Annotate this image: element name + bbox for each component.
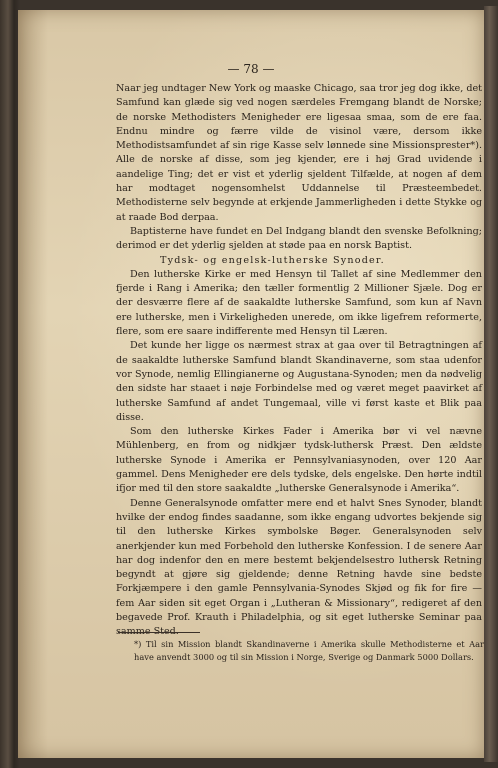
paragraph-generalsynode: Denne Generalsynode omfatter mere end et halvt Snes Synoder, blandt hvilke der endog findes saadanne, som ikke engang udvortes bekjende sig til den lutherske Kirkes symbolske Bøger. Generalsynoden selv anerkjender kun med Forbehold den lutherske Konfession. I de senere Aar har dog indenfor den en mere bestemt bekjendelsestro luthersk Retning begyndt at gjøre sig gjeldende; denne Retning havde sine bedste Forkjæmpere i den gamle Pennsylvania-Synodes Skjød og fik for fire — fem Aar siden sit eget Organ i „Lutheran & Missionary“, redigeret af den begavede Prof. Krauth i Philadelphia, og sit eget lutherske Seminar paa samme Sted. bbox=[116, 497, 482, 638]
book-page bbox=[18, 10, 484, 758]
footnote-divider bbox=[118, 632, 200, 633]
body-text bbox=[116, 82, 482, 640]
adjacent-page-edge bbox=[484, 6, 498, 762]
paragraph-baptists: Baptisterne have fundet en Del Indgang blandt den svenske Befolkning; derimod er det yderlig sjelden at støde paa en norsk Baptist. bbox=[116, 225, 482, 252]
paragraph-lutheran-church: Den lutherske Kirke er med Hensyn til Tallet af sine Medlemmer den fjerde i Rang i Amerika; den tæller formentlig 2 Millioner Sjæle. Dog er der desværre flere af de saakaldte lutherske Samfund, som kun af Navn ere lutherske, men i Virkeligheden unerede, om ikke ligefrem reformerte, flere, som ere saare indifferente med Hensyn til Læren. bbox=[116, 268, 482, 338]
paragraph-methodists: Naar jeg undtager New York og maaske Chicago, saa tror jeg dog ikke, det Samfund kan glæde sig ved nogen særdeles Fremgang blandt de Norske; de norske Methodisters Menigheder ere ligesaa smaa, som de ere faa. Endnu mindre og færre vilde de visinol være, dersom ikke Methodistsamfundet af sin rige Kasse selv lønnede sine Missionsprester*). Alle de norske af disse, som jeg kjender, ere i høj Grad uvidende i aandelige Ting; det er vist et yderlig sjeldent Tilfælde, at nogen af dem har modtaget nogensomhelst Uddannelse til Præsteembedet. Methodisterne selv begynde at erkjende Jammerligheden i dette Stykke og at raade Bod derpaa. bbox=[116, 83, 482, 223]
page-number: — 78 — bbox=[227, 62, 275, 76]
footnote-text: *) Til sin Mission blandt Skandinaverne i Amerika skulle Methodisterne et Aar have anvendt 3000 og til sin Mission i Norge, Sverige og Danmark 5000 Dollars. bbox=[134, 639, 484, 662]
footnote bbox=[134, 638, 484, 664]
section-heading-synods: Tydsk- og engelsk-lutherske Synoder. bbox=[160, 254, 385, 266]
paragraph-muhlenberg: Som den lutherske Kirkes Fader i Amerika bør vi vel nævne Mühlenberg, en from og nidkjær tydsk-luthersk Præst. Den ældste lutherske Synode i Amerika er Pennsylvaniasynoden, over 120 Aar gammel. Dens Menigheder ere dels tydske, dels engelske. Den hørte indtil ifjor med til den store saakaldte „lutherske Generalsynode i Amerika“. bbox=[116, 426, 482, 495]
paragraph-scandinavian-lutherans: Det kunde her ligge os nærmest strax at gaa over til Betragtningen af de saakaldte lutherske Samfund blandt Skandinaverne, som staa udenfor vor Synode, nemlig Ellingianerne og Augustana-Synoden; men da nødvelig den sidste har staaet i nøje Forbindelse med og været meget paavirket af lutherske Samfund af andet Tungemaal, ville vi først kaste et Blik paa disse. bbox=[116, 340, 482, 423]
